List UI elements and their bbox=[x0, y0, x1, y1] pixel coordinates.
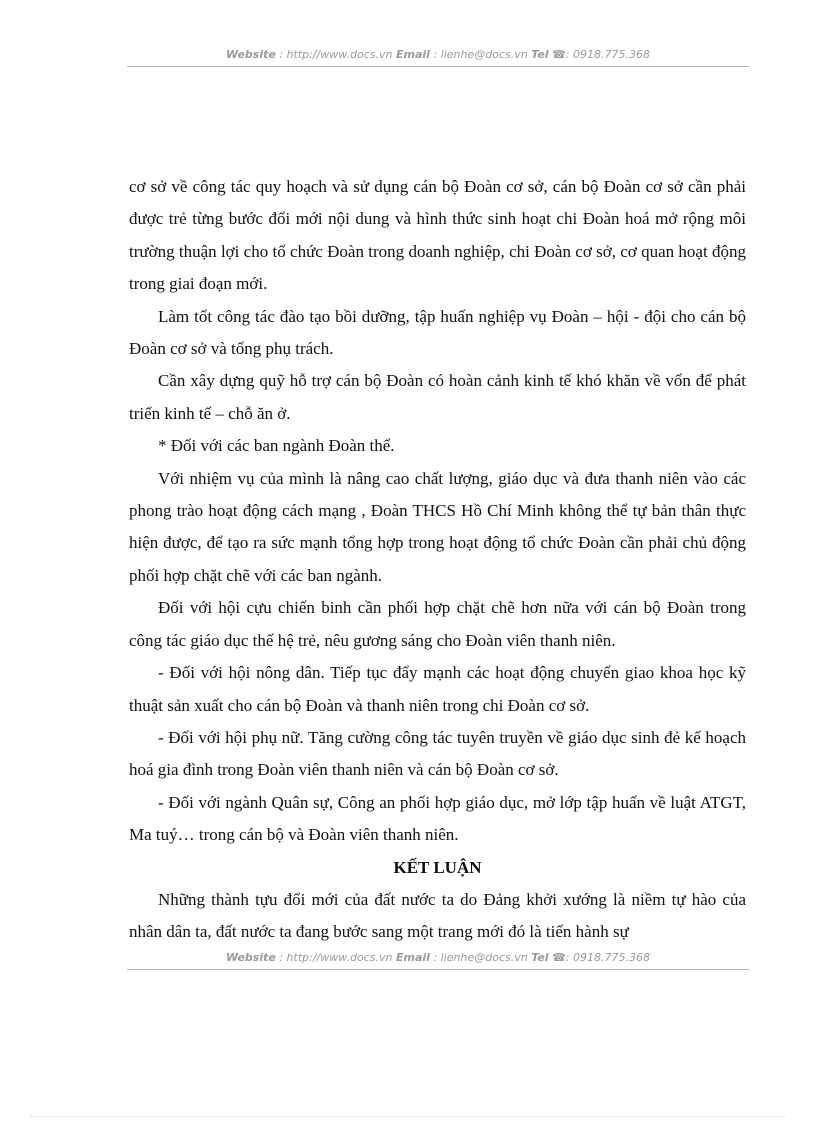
page-header bbox=[127, 48, 749, 61]
header-website-label: Website bbox=[226, 48, 276, 61]
footer-website-url[interactable]: : http://www.docs.vn bbox=[279, 951, 393, 964]
header-tel-value: ☎: 0918.775.368 bbox=[552, 48, 650, 61]
footer-tel-value: ☎: 0918.775.368 bbox=[552, 951, 650, 964]
footer-email-label: Email bbox=[396, 951, 430, 964]
header-email-label: Email bbox=[396, 48, 430, 61]
footer-email-value[interactable]: : lienhe@docs.vn bbox=[433, 951, 528, 964]
page-edge-divider bbox=[30, 1116, 786, 1117]
paragraph: * Đối với các ban ngành Đoàn thể. bbox=[158, 436, 395, 456]
paragraph: - Đối với hội nông dân. Tiếp tục đẩy mạnh các hoạt động chuyển giao khoa học kỹ thuật sản xuất cho cán bộ Đoàn và thanh niên trong chi Đoàn cơ sở. bbox=[129, 663, 746, 715]
footer-divider bbox=[127, 969, 749, 970]
header-website-url[interactable]: : http://www.docs.vn bbox=[279, 48, 393, 61]
footer-tel-label: Tel bbox=[531, 951, 549, 964]
header-divider bbox=[127, 66, 749, 67]
paragraph: - Đối với ngành Quân sự, Công an phối hợp giáo dục, mở lớp tập huấn về luật ATGT, Ma tuý… trong cán bộ và Đoàn viên thanh niên. bbox=[129, 792, 746, 845]
section-heading: KẾT LUẬN bbox=[393, 857, 482, 877]
paragraph: Những thành tựu đổi mới của đất nước ta do Đảng khởi xướng là niềm tự hào của nhân dân ta, đất nước ta đang bước sang một trang mới đó là tiến hành sự bbox=[129, 889, 746, 942]
document-body bbox=[129, 171, 746, 949]
page-footer bbox=[127, 951, 749, 964]
header-tel-label: Tel bbox=[531, 48, 549, 61]
paragraph: - Đối với hội phụ nữ. Tăng cường công tác tuyên truyền về giáo dục sinh đẻ kế hoạch hoá gia đình trong Đoàn viên thanh niên và cán bộ Đoàn cơ sở. bbox=[129, 727, 746, 780]
paragraph: Cần xây dựng quỹ hỗ trợ cán bộ Đoàn có hoàn cảnh kinh tế khó khăn về vốn để phát triển kinh tế – chỗ ăn ở. bbox=[129, 371, 746, 423]
paragraph: cơ sở về công tác quy hoạch và sử dụng cán bộ Đoàn cơ sở, cán bộ Đoàn cơ sở cần phải được trẻ từng bước đổi mới nội dung và hình thức sinh hoạt chi Đoàn hoá mở rộng môi trường thuận lợi cho tổ chức Đoàn trong doanh nghiệp, chi Đoàn cơ sở, cơ quan hoạt động trong giai đoạn mới. bbox=[129, 177, 746, 294]
header-email-value[interactable]: : lienhe@docs.vn bbox=[433, 48, 528, 61]
paragraph: Đối với hội cựu chiến binh cần phối hợp chặt chẽ hơn nữa với cán bộ Đoàn trong công tác giáo dục thế hệ trẻ, nêu gương sáng cho Đoàn viên thanh niên. bbox=[129, 598, 746, 650]
footer-website-label: Website bbox=[226, 951, 276, 964]
paragraph: Làm tốt công tác đào tạo bồi dưỡng, tập huấn nghiệp vụ Đoàn – hội - đội cho cán bộ Đoàn cơ sở và tổng phụ trách. bbox=[129, 306, 746, 359]
paragraph: Với nhiệm vụ của mình là nâng cao chất lượng, giáo dục và đưa thanh niên vào các phong trào hoạt động cách mạng , Đoàn THCS Hồ Chí Minh không thể tự bản thân thực hiện được, để tạo ra sức mạnh tổng hợp trong hoạt động tổ chức Đoàn cần phải chủ động phối hợp chặt chẽ với các ban ngành. bbox=[129, 468, 746, 585]
